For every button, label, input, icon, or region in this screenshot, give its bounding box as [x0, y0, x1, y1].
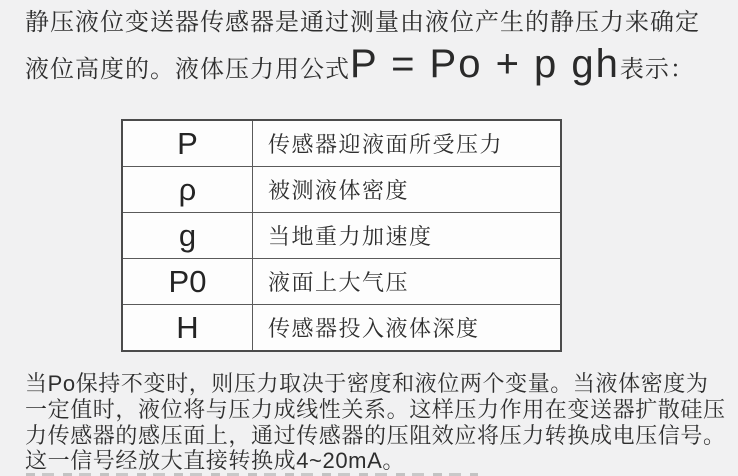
symbol-cell: P0 — [122, 259, 253, 305]
table-row — [122, 167, 561, 213]
pressure-formula: P = Po + p gh — [350, 42, 620, 86]
intro-line-2 — [25, 41, 731, 96]
body-line-2: 一定值时，液位将与压力成线性关系。这样压力作用在变送器扩散硅压 — [25, 396, 726, 422]
meaning-cell: 被测液体密度 — [253, 167, 562, 213]
table-row — [122, 259, 561, 305]
table-row — [122, 305, 561, 352]
intro-line-2-suffix: 表示： — [619, 56, 695, 83]
meaning-cell: 液面上大气压 — [253, 259, 562, 305]
table-row — [122, 120, 561, 167]
body-line-4: 这一信号经放大直接转换成4~20mA。 — [25, 448, 405, 474]
body-line-3: 力传感器的感压面上，通过传感器的压阻效应将压力转换成电压信号。 — [25, 422, 726, 448]
meaning-cell: 传感器投入液体深度 — [253, 305, 562, 352]
symbol-definition-table — [121, 119, 562, 352]
symbol-cell: P — [122, 120, 253, 167]
table-row — [122, 213, 561, 259]
body-line-1: 当Po保持不变时，则压力取决于密度和液位两个变量。当液体密度为 — [25, 371, 709, 396]
intro-line-2-prefix: 液位高度的。液体压力用公式 — [25, 56, 350, 83]
intro-line-1: 静压液位变送器传感器是通过测量由液位产生的静压力来确定 — [25, 9, 700, 36]
intro-paragraph — [25, 5, 731, 96]
meaning-cell: 传感器迎液面所受压力 — [253, 120, 562, 167]
symbol-cell: H — [122, 305, 253, 352]
symbol-cell: ρ — [122, 167, 253, 213]
symbol-cell: g — [122, 213, 253, 259]
body-paragraph — [25, 371, 735, 474]
meaning-cell: 当地重力加速度 — [253, 213, 562, 259]
